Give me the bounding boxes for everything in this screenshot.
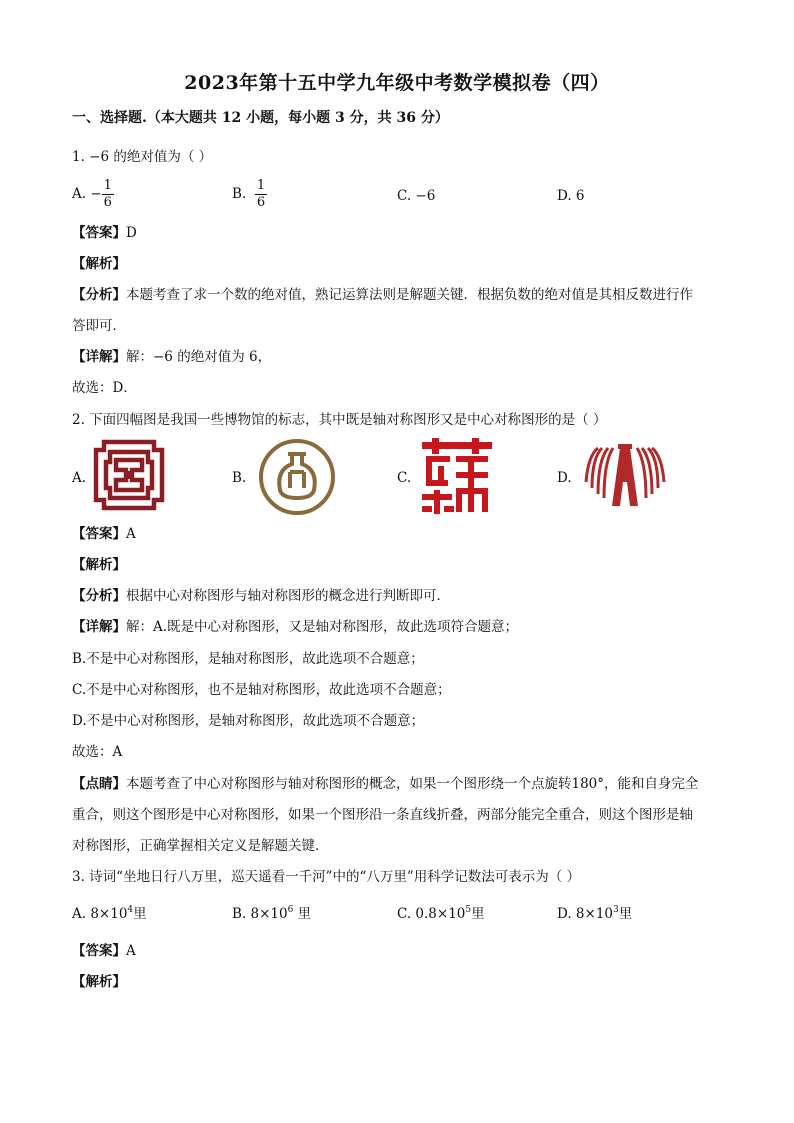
q1-conclusion: 故选：D． <box>72 380 137 396</box>
q2-detail-d: D.不是中心对称图形，是轴对称图形，故此选项不合题意； <box>72 713 425 729</box>
q3-stem: 3. 诗词“坐地日行八万里，巡天遥看一千河”中的“八万里”用科学记数法可表示为（ ） <box>72 869 581 885</box>
q2-option-d-label: D. <box>557 470 572 486</box>
q1-detail: 【详解】解：−6 的绝对值为 6， <box>72 349 272 365</box>
q2-option-c-label: C. <box>397 470 412 486</box>
q1-option-a <box>72 178 114 211</box>
q2-note-cont-1: 重合，则这个图形是中心对称图形，如果一个图形沿一条直线折叠，两部分能完全重合，则这个图形是轴 <box>72 807 693 823</box>
q3-answer: 【答案】A <box>72 943 136 959</box>
q1-option-b <box>232 178 267 211</box>
q2-conclusion: 故选：A <box>72 744 123 760</box>
q3-option-c: C. $0.8\times 10^5$里 <box>397 905 485 922</box>
q1-option-a-fraction: $\frac{1}{6}$ <box>103 178 112 210</box>
q2-detail-b: B.不是中心对称图形，是轴对称图形，故此选项不合题意； <box>72 651 424 667</box>
q1-analysis: 【分析】本题考查了求一个数的绝对值，熟记运算法则是解题关键．根据负数的绝对值是其相反数进行作 <box>72 287 693 303</box>
q2-option-a-label: A. <box>72 470 87 486</box>
q3-jiexi-label: 【解析】 <box>72 974 126 990</box>
q2-analysis: 【分析】根据中心对称图形与轴对称图形的概念进行判断即可． <box>72 588 450 604</box>
museum-logo-c <box>422 438 492 518</box>
museum-logo-b <box>258 438 336 520</box>
q1-answer: 【答案】D <box>72 225 137 241</box>
section-heading: 一、选择题.（本大题共 12 小题，每小题 3 分，共 36 分） <box>72 110 449 126</box>
q2-detail-c: C.不是中心对称图形，也不是轴对称图形，故此选项不合题意； <box>72 682 451 698</box>
q2-option-b-label: B. <box>232 470 247 486</box>
q3-option-a: A. $8\times 10^4$里 <box>72 905 147 922</box>
q1-option-d: D. 6 <box>557 188 585 204</box>
q2-stem: 2. 下面四幅图是我国一些博物馆的标志，其中既是轴对称图形又是中心对称图形的是（ ） <box>72 412 607 428</box>
q1-option-b-label: B. <box>232 186 247 202</box>
q1-option-b-fraction: $\frac{1}{6}$ <box>256 178 266 210</box>
q2-note-cont-2: 对称图形，正确掌握相关定义是解题关键． <box>72 838 329 854</box>
q2-answer: 【答案】A <box>72 526 136 542</box>
q1-option-c: C. −6 <box>397 188 436 204</box>
q1-analysis-cont: 答即可． <box>72 318 126 334</box>
museum-logo-a <box>92 438 166 516</box>
q2-jiexi-label: 【解析】 <box>72 557 126 573</box>
q2-note: 【点睛】本题考查了中心对称图形与轴对称图形的概念，如果一个图形绕一个点旋转180°，能和自身完全 <box>72 776 699 792</box>
page-title: 2023年第十五中学九年级中考数学模拟卷（四） <box>184 72 610 94</box>
q2-detail: 【详解】解：A.既是中心对称图形，又是轴对称图形，故此选项符合题意； <box>72 619 519 635</box>
q3-option-d: D. $8\times 10^3$里 <box>557 905 633 922</box>
q1-option-a-label: A. − <box>72 186 102 202</box>
museum-logo-d <box>582 442 668 512</box>
q1-stem: 1. −6 的绝对值为（ ） <box>72 149 213 165</box>
q3-option-b: B. $8\times 10^6$ 里 <box>232 905 312 922</box>
q1-jiexi-label: 【解析】 <box>72 256 126 272</box>
